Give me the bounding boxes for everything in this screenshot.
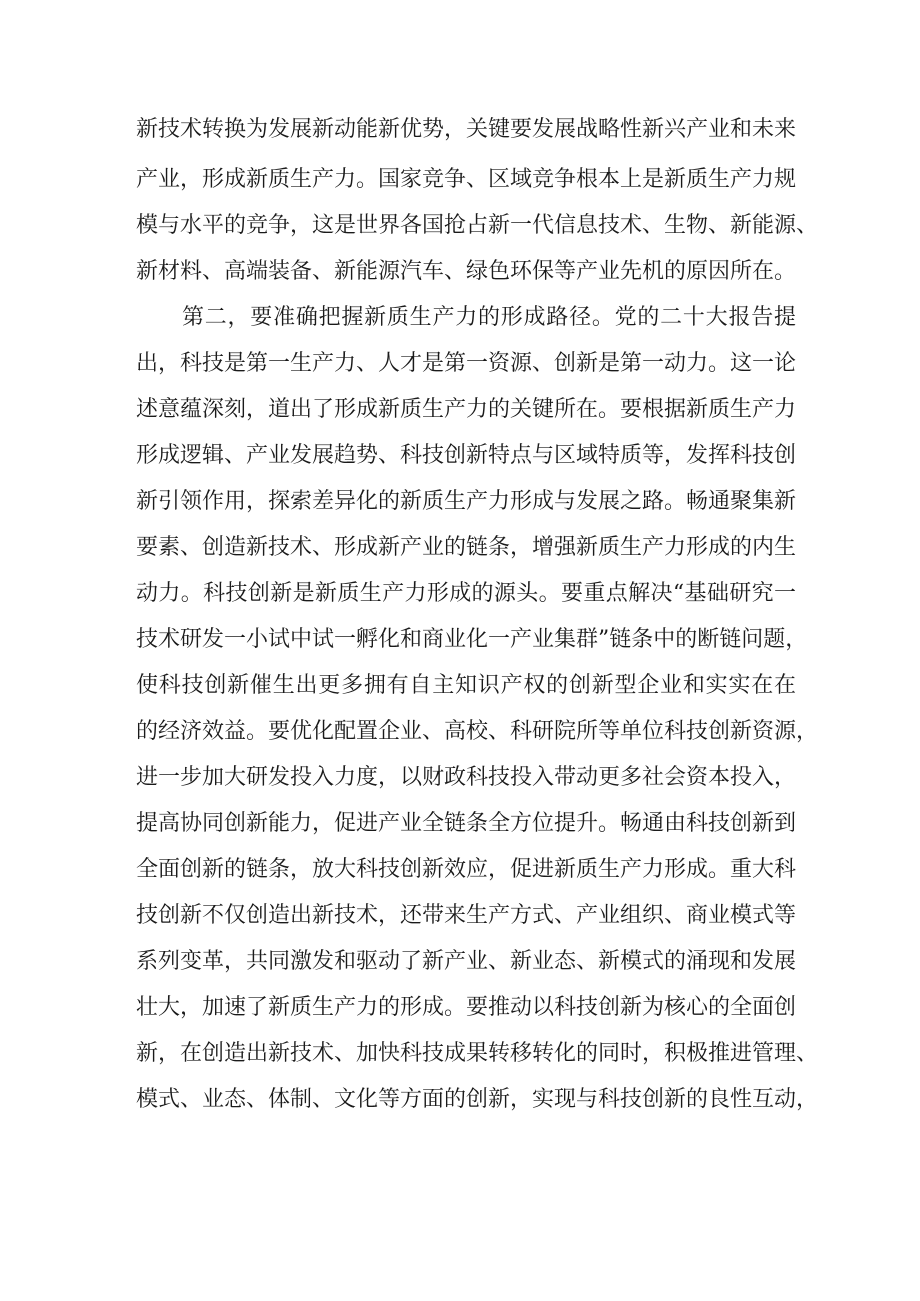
text-line-3: 模与水平的竞争，这是世界各国抢占新一代信息技术、生物、新能源、 (136, 213, 819, 238)
text-line-8: 形成逻辑、产业发展趋势、科技创新特点与区域特质等，发挥科技创 (136, 443, 797, 468)
text-line-7: 述意蕴深刻，道出了形成新质生产力的关键所在。要根据新质生产力 (136, 397, 797, 422)
text-line-11: 动力。科技创新是新质生产力形成的源头。要重点解决“基础研究一 (136, 581, 796, 606)
text-line-4: 新材料、高端装备、新能源汽车、绿色环保等产业先机的原因所在。 (136, 259, 797, 284)
text-line-16: 提高协同创新能力，促进产业全链条全方位提升。畅通由科技创新到 (136, 811, 797, 836)
text-line-22: 模式、业态、体制、文化等方面的创新，实现与科技创新的良性互动， (136, 1087, 819, 1112)
text-line-9: 新引领作用，探索差异化的新质生产力形成与发展之路。畅通聚集新 (136, 489, 797, 514)
text-line-19: 系列变革，共同激发和驱动了新产业、新业态、新模式的涌现和发展 (136, 949, 797, 974)
text-line-12: 技术研发一小试中试一孵化和商业化一产业集群”链条中的断链问题， (136, 627, 808, 652)
text-line-18: 技创新不仅创造出新技术，还带来生产方式、产业组织、商业模式等 (136, 903, 797, 928)
paragraph-2-first-line: 第二，要准确把握新质生产力的形成路径。党的二十大报告提 (182, 305, 796, 330)
text-line-21: 新，在创造出新技术、加快科技成果转移转化的同时，积极推进管理、 (136, 1041, 819, 1066)
text-line-15: 进一步加大研发投入力度，以财政科技投入带动更多社会资本投入， (136, 765, 797, 790)
text-line-1: 新技术转换为发展新动能新优势，关键要发展战略性新兴产业和未来 (136, 117, 797, 142)
text-line-6: 出，科技是第一生产力、人才是第一资源、创新是第一动力。这一论 (136, 351, 797, 376)
text-line-10: 要素、创造新技术、形成新产业的链条，增强新质生产力形成的内生 (136, 535, 797, 560)
text-line-14: 的经济效益。要优化配置企业、高校、科研院所等单位科技创新资源， (136, 719, 819, 744)
text-line-20: 壮大，加速了新质生产力的形成。要推动以科技创新为核心的全面创 (136, 995, 797, 1020)
text-line-13: 使科技创新催生出更多拥有自主知识产权的创新型企业和实实在在 (136, 673, 796, 698)
text-line-17: 全面创新的链条，放大科技创新效应，促进新质生产力形成。重大科 (136, 857, 797, 882)
text-line-2: 产业，形成新质生产力。国家竞争、区域竞争根本上是新质生产力规 (136, 167, 797, 192)
